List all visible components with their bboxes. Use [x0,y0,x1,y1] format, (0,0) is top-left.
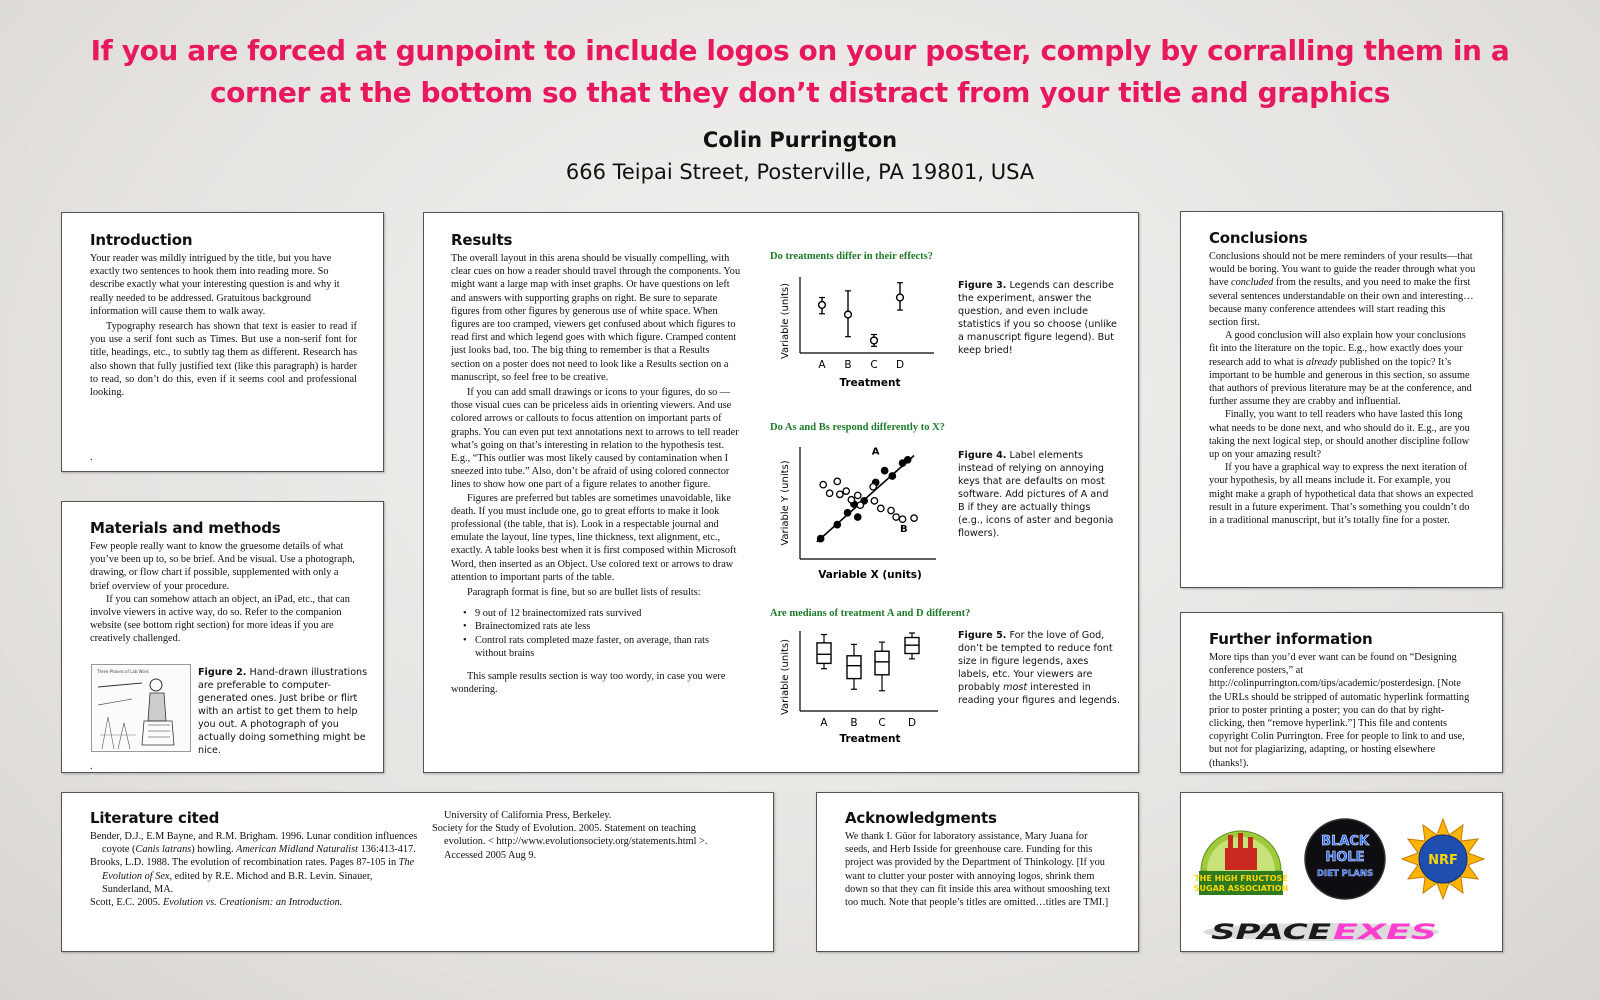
fig5-xlabel: Treatment [839,733,901,745]
results-p5: This sample results section is way too wordy, in case you were wondering. [451,671,726,696]
fig3-caption [958,279,1118,357]
acknowledgments-panel [816,792,1139,952]
fig3-tick-D: D [895,359,905,371]
ref3-italic: Evolution vs. Creationism: an Introduction. [162,897,343,909]
fig5-text-b: interested in reading your figures and legends. [958,682,1120,706]
author-name: Colin Purrington [702,128,898,152]
fig4-point-B-5 [848,497,854,503]
literature-ref-2 [90,856,422,896]
fig5-text-em: most [1003,682,1028,693]
fig4-ylabel: Variable Y (units) [780,460,791,546]
fig4-xlabel: Variable X (units) [818,569,922,581]
conclusions-p3: Finally, you want to tell readers who have lasted this long what needs to be done next, and who should do it. E.g., are you taking the next logical step, or should another discipline follow up on your amazing result? [1209,409,1470,461]
black-hole-line1: BLACK [1321,834,1369,849]
fig5-tick-D: D [907,717,917,729]
methods-p1: Few people really want to know the gruesome details of what you’ve been up to, so be brief. And be visual. Use a photograph, drawing, or flow chart if possible, supplemented with only a brief overview of your procedure. [90,541,355,592]
conclusions-p2-em: already [1305,356,1338,368]
fig3-tick-C: C [870,359,878,371]
literature-ref-1 [90,830,422,856]
introduction-heading: Introduction [90,231,193,249]
ref2-a: Brooks, L.D. 1988. The evolution of recombination rates. Pages 87-105 in [90,857,399,869]
fig3-ylabel: Variable (units) [780,282,791,360]
results-bullet-list [451,607,741,660]
fig4-point-B-14 [871,498,877,504]
ref1-c: 136:413-417. [358,844,416,856]
fig3-text: Legends can describe the experiment, answer the question, and even include statistics if you so choose (unlike a manuscript figure legend). But keep bried! [958,280,1117,356]
fig5-box-C [875,651,889,675]
results-heading: Results [451,231,513,249]
logos-art [1181,793,1503,952]
fig4-point-B-11 [893,514,899,520]
figure2-text: Hand-drawn illustrations are preferable to computer-generated ones. Just bribe or flirt with an artist to get them to help you out. A photograph of you actually doing something might be nice. [198,667,368,756]
fig4-point-A-0 [817,535,823,541]
conclusions-heading: Conclusions [1209,229,1308,247]
conclusions-p1-a: Conclusions should not be mere reminders of your results—that would be boring. You want to guide the reader through what you have [1209,251,1476,289]
methods-panel [61,501,384,773]
results-bullet-3: • Control rats completed maze faster, on average, than rats without brains [465,634,741,660]
fig5-tick-B: B [850,717,858,729]
conclusions-p2 [1209,329,1476,408]
hfsa-line2: SUGAR ASSOCIATION [1193,884,1289,893]
fig4-point-B-8 [870,484,876,490]
figure2-label: Figure 2. [198,667,247,678]
black-hole-logo-icon [1305,819,1385,899]
fig3-xlabel: Treatment [839,377,901,389]
fig4-point-B-10 [888,507,894,513]
fig4-point-B-4 [843,488,849,494]
results-bullet-2: • Brainectomized rats ate less [465,620,741,633]
fig4-point-B-12 [899,516,905,522]
hfsa-line1: THE HIGH FRUCTOSE [1194,874,1288,883]
nrf-sun-logo-icon [1402,819,1484,899]
illustration-title: Three Phases of Lab Work [97,669,149,674]
fig4-point-B-6 [855,492,861,498]
fig3-mean-D [897,294,904,301]
fig4-point-A-6 [881,467,887,473]
fig4-point-A-10 [855,514,861,520]
fig3-label: Figure 3. [958,280,1007,291]
fig3-chart [774,269,954,399]
literature-ref-3 [90,896,422,909]
results-p4: Paragraph format is fine, but so are bullet lists of results: [467,587,701,599]
acknowledgments-heading: Acknowledgments [845,809,997,827]
conclusions-p1-em: concluded [1231,277,1274,289]
methods-p2: If you can somehow attach an object, an iPad, etc., that can involve viewers in active way, do so. Refer to the companion website (see bottom right section) for more ideas if you are creatively challenged. [90,593,350,645]
fig4-question: Do As and Bs respond differently to X? [770,422,945,433]
fig4-point-B-2 [834,478,840,484]
conclusions-p1-b: from the results, and you need to make the first several sentences understandable on their own and interesting…because many conference attendees will start reading this section first. [1209,277,1474,329]
introduction-dot: . [90,452,93,464]
fig5-tick-A: A [820,717,828,729]
introduction-panel [61,212,384,472]
fig5-box-A [817,643,831,664]
results-p2: If you can add small drawings or icons to your figures, do so — those visual cues can be priceless aids in orienting viewers. And use colored arrows or callouts to focus attention on important parts of graphs. You can even put text annotations next to arrows to tell reader what’s going on that’s interesting in relation to the hypothesis test. E.g., “This outlier was most likely caused by contamination when I sneezed into tube.” Also, don’t be afraid of using colored connector lines to show how one part of a figure relates to another figure. [451,387,739,491]
results-p1: The overall layout in this arena should be visually compelling, with clear cues on how a reader should travel through the components. You might want a large map with inset graphs. Or have questions on left and answers with supporting graphs on right. Be sure to separate figures from other figures by generous use of white space. When figures are too cramped, viewers get confused about which figures to read first and which legend goes with which figure. Cramped content just looks bad, too. The big thing to remember is that a Results section on a poster does not need to look like a Results section on a manuscript, so feel free to be creative. [451,253,741,383]
logos-panel [1180,792,1503,952]
fig3-mean-B [845,311,852,318]
conclusions-p2-b: published on the topic? It’s important to be humble and generous in this section, so assume that authors of previous literature may be at the conference, and further assume they are crabby and influential. [1209,356,1472,408]
spaceexes-exes: EXES [1333,920,1437,944]
ref1-journal: American Midland Naturalist [236,844,358,856]
fig4-point-A-1 [834,521,840,527]
further-info-panel [1180,612,1503,773]
introduction-p2: Typography research has shown that text is easier to read if you use a serif font such as Times. But use a non-serif font for title, headings, etc., to subtly tag them as different. Research has also shown that fully justified text (like this paragraph) is harder to read, so don’t do this, even if it seems cool and professional looking. [90,321,357,399]
fig5-caption [958,629,1120,707]
fig4-annotation-B: B [900,524,908,536]
conclusions-p1 [1209,250,1476,329]
fig4-point-B-9 [878,505,884,511]
fig3-mean-C [871,337,878,344]
fig4-annotation-A: A [871,446,880,458]
fig5-tick-C: C [878,717,886,729]
ref2-italic: The Evolution of Sex, [102,857,415,882]
lab-work-drawing-icon [92,665,190,751]
poster-title: If you are forced at gunpoint to include logos on your poster, comply by corralling them in a corner at the bottom so that they don’t distract from your title and graphics [90,34,1510,109]
literature-panel [61,792,774,952]
ref1-a: Bender, D.J., E.M Bayne, and R.M. Brigham. 1996. Lunar condition influences coyote ( [90,831,418,856]
fig4-caption [958,449,1118,540]
conclusions-panel [1180,211,1503,588]
further-info-text: More tips than you’d ever want can be found on “Designing conference posters,” at http://colinpurrington.com/tips/academic/posterdesign. [Note the URLs should be stripped of automatic hyperlink formatting prior to poster printing a poster; you can do that by right-clicking, then “remove hyperlink.”] This file and contents copyright Colin Purrington. Free for people to link to and use, but not for plagiarizing, adapting, or hosting elsewhere (thanks!). [1209,652,1470,769]
methods-dot: . [90,761,93,772]
fig4-point-A-2 [844,510,850,516]
fig3-tick-A: A [818,359,826,371]
figure2-caption [198,666,370,757]
conclusions-p4: If you have a graphical way to express the next iteration of your hypothesis, by all means include it. For example, you might make a graph of hypothetical data that shows an expected result in a future experiment. That’s something you couldn’t do in a traditional manuscript, but it’s totally fine for a poster. [1209,462,1474,527]
results-bullet-1: • 9 out of 12 brainectomized rats survived [465,607,741,620]
fig4-point-B-3 [837,491,843,497]
figure2-illustration [91,664,191,752]
fig4-point-B-13 [911,515,917,521]
fig4-point-B-1 [826,490,832,496]
black-hole-line3: DIET PLANS [1316,869,1374,879]
fig3-tick-B: B [844,359,852,371]
ref3-a: Scott, E.C. 2005. [90,897,163,909]
fig5-ylabel: Variable (units) [780,638,791,716]
spaceexes-space: SPACE [1211,920,1333,944]
fig4-point-B-0 [820,481,826,487]
fig3-mean-A [819,302,826,309]
introduction-p1: Your reader was mildly intrigued by the title, but you have exactly two sentences to hook them into reading more. So describe exactly what your interesting question is and why it really needed to be addressed. Gratuitous background information will cause them to walk away. [90,253,340,317]
spaceexes-logo-icon [1203,920,1439,944]
fig4-point-A-7 [889,473,895,479]
fig3-question: Do treatments differ in their effects? [770,251,933,262]
literature-ref-4: Society for the Study of Evolution. 2005. Statement on teaching evolution. < http://www.evolutionsociety.org/statements.html >. Accessed 2005 Aug 9. [432,823,708,861]
fig5-label: Figure 5. [958,630,1007,641]
conclusions-p2-a: A good conclusion will also explain how your conclusions fit into the literature on the topic. E.g., how exactly does your research add to what is [1209,330,1466,368]
author-address: 666 Teipai Street, Posterville, PA 19801, USA [565,160,1035,184]
black-hole-line2: HOLE [1325,850,1365,865]
further-info-heading: Further information [1209,630,1373,648]
fig5-question: Are medians of treatment A and D different? [770,608,971,619]
literature-heading: Literature cited [90,809,220,827]
results-panel [423,212,1139,773]
nrf-text: NRF [1428,853,1458,868]
methods-heading: Materials and methods [90,519,281,537]
hfsa-logo-icon [1194,831,1288,895]
fig5-text-a: For the love of God, don’t be tempted to reduce font size in figure legends, axes labels, etc. Your viewers are probably [958,630,1113,693]
fig5-chart [774,625,954,749]
fig5-box-B [847,656,861,679]
fig4-point-A-9 [904,457,910,463]
literature-col2-line1: University of California Press, Berkeley. [444,810,612,821]
fig4-text: Label elements instead of relying on annoying keys that are defaults on most software. Add pictures of A and B if they are actually things (e.g., icons of aster and begonia flowers). [958,450,1114,539]
ref2-b: edited by R.E. Michod and B.R. Levin. Sinauer, Sunderland, MA. [102,870,373,895]
fig4-label: Figure 4. [958,450,1007,461]
ref1-b: ) howling. [191,844,237,856]
fig4-chart [774,439,954,587]
ref1-italic: Canis latrans [135,844,192,856]
acknowledgments-text: We thank I. Güor for laboratory assistance, Mary Juana for seeds, and Herb Isside for greenhouse care. Funding for this project was provided by the Department of Thinkology. [If you want to clutter your poster with annoying logos, shrink them down so that they can fit inside this area without smooshing text too much. Note that people’s titles are omitted…titles are TMI.] [845,831,1111,909]
results-p3: Figures are preferred but tables are sometimes unavoidable, like death. If you must include one, go to great efforts to make it look professional (the table, that is). Look in a respectable journal and emulate the layout, line types, line thickness, text alignment, etc., exactly. A table looks best when it is first composed within Microsoft Word, then inserted as an Object. Use colored text or arrows to draw attention to important parts of the table. [451,492,737,583]
fig4-point-B-7 [857,502,863,508]
